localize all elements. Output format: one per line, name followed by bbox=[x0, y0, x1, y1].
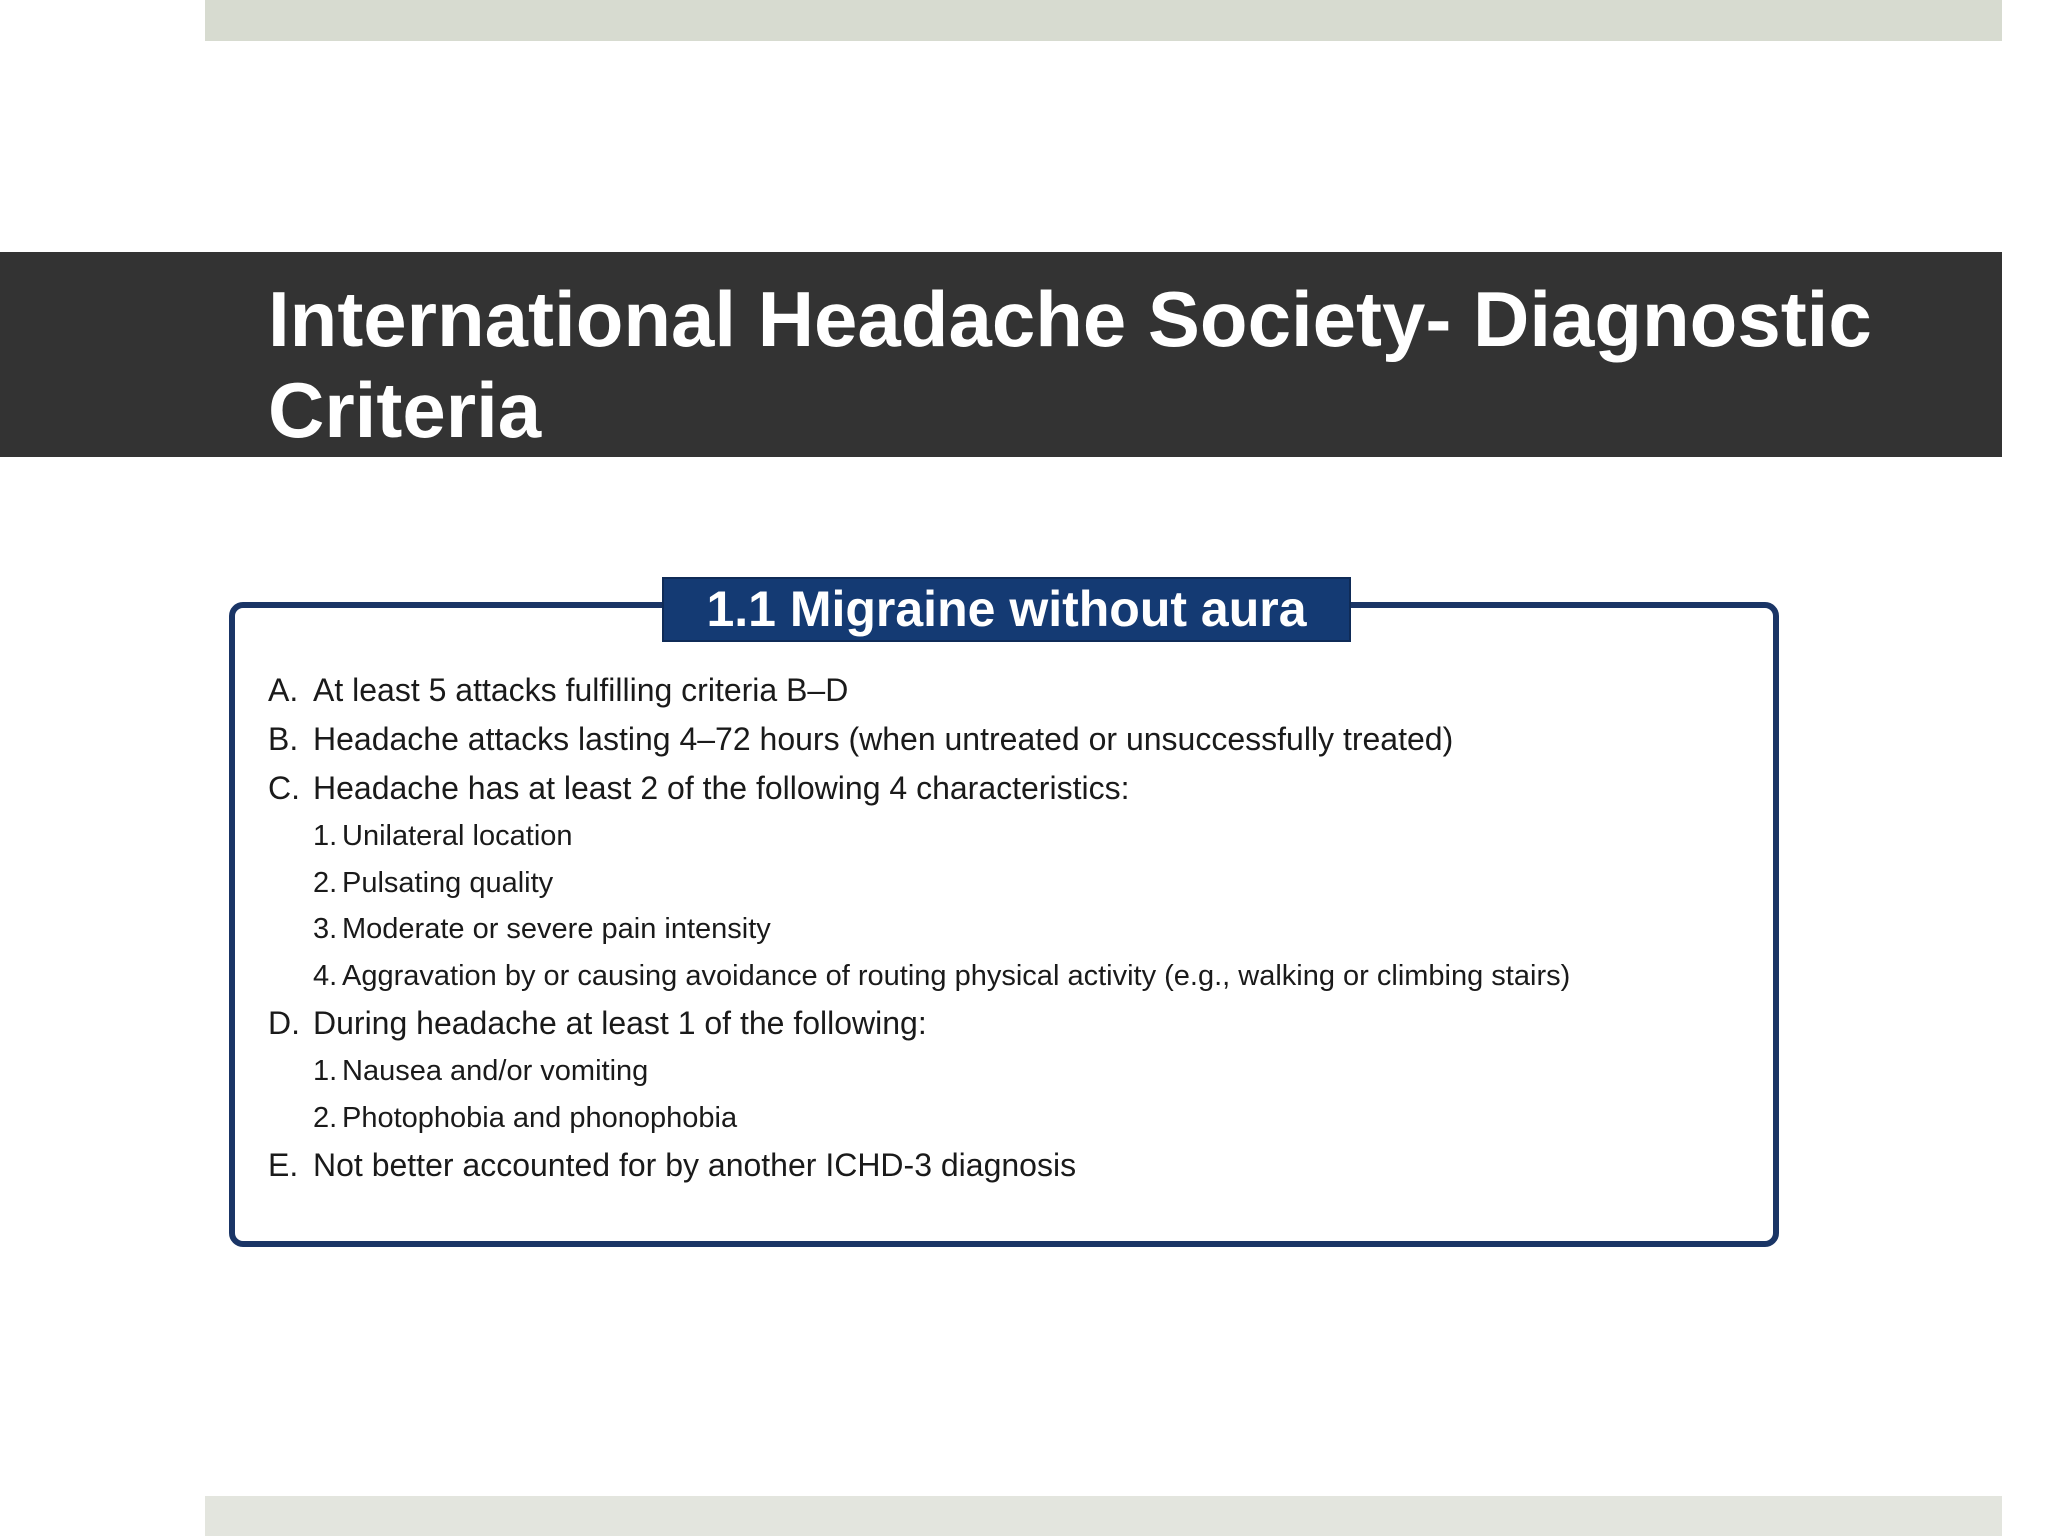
box-heading: 1.1 Migraine without aura bbox=[662, 577, 1351, 642]
criterion-a bbox=[268, 666, 1748, 715]
sub-item-text: Moderate or severe pain intensity bbox=[342, 913, 771, 945]
sub-item-text: Photophobia and phonophobia bbox=[342, 1101, 738, 1134]
criterion-d-item-1 bbox=[268, 1048, 1748, 1095]
criterion-text: During headache at least 1 of the following: bbox=[313, 1005, 927, 1041]
sub-item-text: Nausea and/or vomiting bbox=[342, 1055, 649, 1087]
criterion-c-item-4 bbox=[268, 953, 1748, 1000]
criterion-label: B. bbox=[268, 721, 299, 757]
criterion-label: D. bbox=[268, 1005, 300, 1041]
sub-item-text: Unilateral location bbox=[342, 820, 573, 852]
sub-item-number: 2. bbox=[313, 1101, 338, 1134]
criterion-label: C. bbox=[268, 770, 300, 806]
criterion-d bbox=[268, 999, 1748, 1048]
sub-item-text: Aggravation by or causing avoidance of routing physical activity (e.g., walking or climbing stairs) bbox=[342, 959, 1571, 992]
criterion-c bbox=[268, 764, 1748, 813]
criterion-label: A. bbox=[268, 672, 299, 708]
criterion-c-item-3 bbox=[268, 906, 1748, 953]
criterion-label: E. bbox=[268, 1147, 299, 1183]
criterion-text: Headache attacks lasting 4–72 hours (when untreated or unsuccessfully treated) bbox=[313, 721, 1454, 757]
criterion-text: Headache has at least 2 of the following 4 characteristics: bbox=[313, 770, 1130, 806]
title-bar bbox=[0, 252, 2002, 457]
criterion-text: At least 5 attacks fulfilling criteria B–D bbox=[313, 672, 849, 708]
bottom-decor-band bbox=[205, 1496, 2002, 1536]
top-decor-band bbox=[205, 0, 2002, 41]
criteria-list bbox=[268, 666, 1748, 1190]
sub-item-number: 1. bbox=[313, 1055, 338, 1087]
slide-title: International Headache Society- Diagnostic Criteria bbox=[268, 275, 1872, 454]
criterion-c-item-1 bbox=[268, 813, 1748, 860]
sub-item-text: Pulsating quality bbox=[342, 866, 554, 899]
criterion-b bbox=[268, 715, 1748, 764]
sub-item-number: 4. bbox=[313, 959, 338, 992]
criterion-d-item-2 bbox=[268, 1095, 1748, 1142]
criterion-text: Not better accounted for by another ICHD-3 diagnosis bbox=[313, 1147, 1077, 1183]
criterion-c-item-2 bbox=[268, 860, 1748, 907]
sub-item-number: 3. bbox=[313, 913, 338, 945]
sub-item-number: 2. bbox=[313, 866, 338, 899]
sub-item-number: 1. bbox=[313, 820, 338, 852]
criterion-e bbox=[268, 1141, 1748, 1190]
